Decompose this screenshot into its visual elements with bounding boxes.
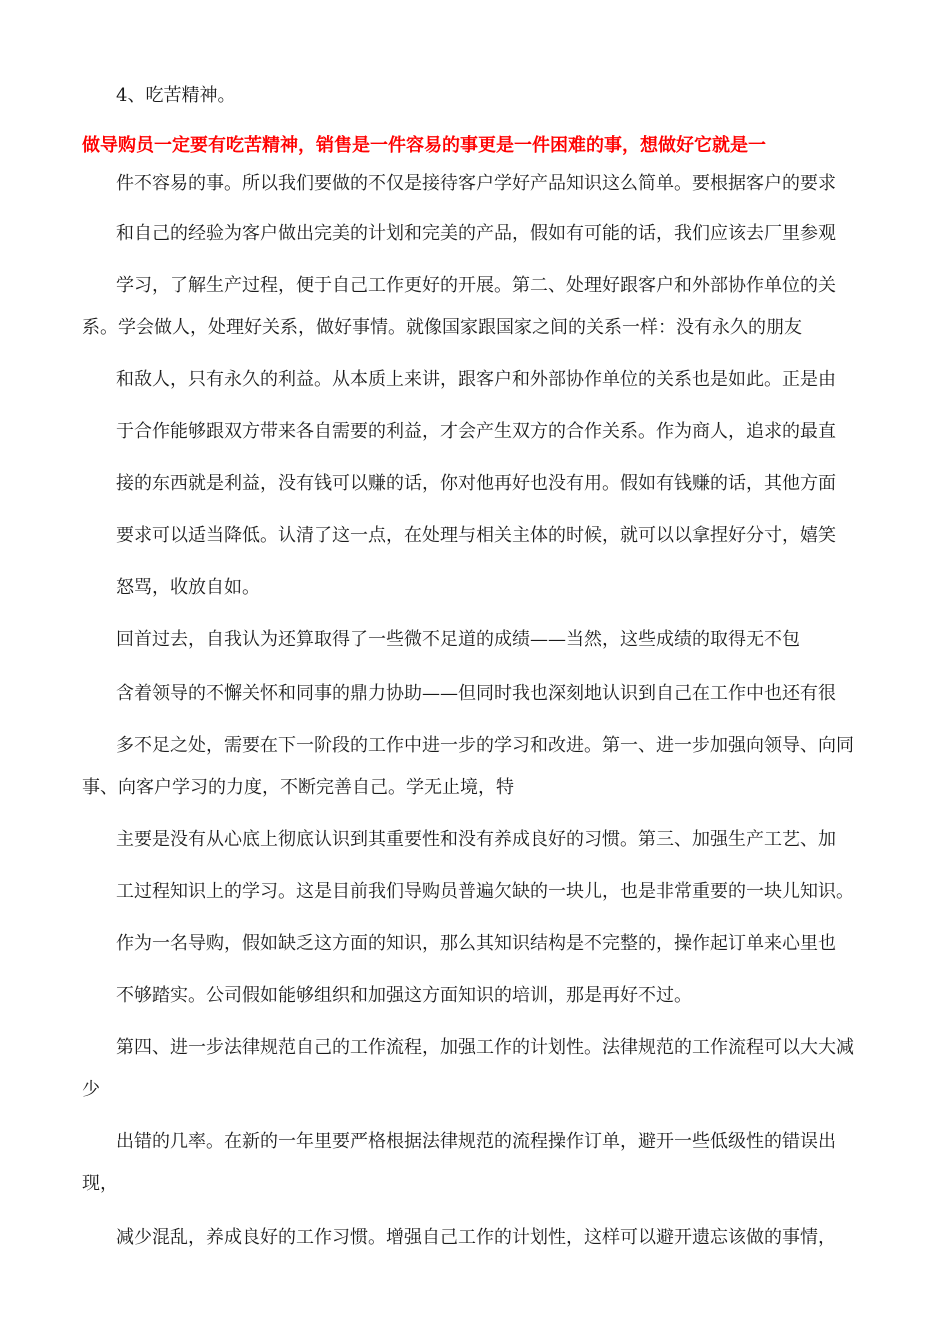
paragraph-line: 少 — [82, 1079, 100, 1100]
paragraph-line: 减少混乱，养成良好的工作习惯。增强自己工作的计划性，这样可以避开遗忘该做的事情， — [116, 1227, 836, 1248]
section-heading: 4、吃苦精神。 — [116, 85, 236, 106]
paragraph-line: 学习，了解生产过程，便于自己工作更好的开展。第二、处理好跟客户和外部协作单位的关 — [116, 275, 836, 296]
paragraph-line: 含着领导的不懈关怀和同事的鼎力协助——但同时我也深刻地认识到自己在工作中也还有很 — [116, 683, 836, 704]
paragraph-line: 事、向客户学习的力度，不断完善自己。学无止境，特 — [82, 777, 514, 798]
paragraph-line: 不够踏实。公司假如能够组织和加强这方面知识的培训，那是再好不过。 — [116, 985, 692, 1006]
paragraph-line: 现， — [82, 1173, 118, 1194]
paragraph-line: 要求可以适当降低。认清了这一点，在处理与相关主体的时候，就可以以拿捏好分寸，嬉笑 — [116, 525, 836, 546]
paragraph-line: 和自己的经验为客户做出完美的计划和完美的产品，假如有可能的话，我们应该去厂里参观 — [116, 223, 836, 244]
paragraph-line: 件不容易的事。所以我们要做的不仅是接待客户学好产品知识这么简单。要根据客户的要求 — [116, 173, 836, 194]
paragraph-line: 第四、进一步法律规范自己的工作流程，加强工作的计划性。法律规范的工作流程可以大大减 — [116, 1037, 854, 1058]
paragraph-line: 于合作能够跟双方带来各自需要的利益，才会产生双方的合作关系。作为商人，追求的最直 — [116, 421, 836, 442]
paragraph-line: 系。学会做人，处理好关系，做好事情。就像国家跟国家之间的关系一样：没有永久的朋友 — [82, 317, 802, 338]
paragraph-line: 作为一名导购，假如缺乏这方面的知识，那么其知识结构是不完整的，操作起订单来心里也 — [116, 933, 836, 954]
paragraph-line: 出错的几率。在新的一年里要严格根据法律规范的流程操作订单，避开一些低级性的错误出 — [116, 1131, 836, 1152]
paragraph-line: 接的东西就是利益，没有钱可以赚的话，你对他再好也没有用。假如有钱赚的话，其他方面 — [116, 473, 836, 494]
paragraph-line: 工过程知识上的学习。这是目前我们导购员普遍欠缺的一块儿，也是非常重要的一块儿知识。 — [116, 881, 854, 902]
paragraph-line: 回首过去，自我认为还算取得了一些微不足道的成绩——当然，这些成绩的取得无不包 — [116, 629, 800, 650]
highlighted-paragraph-line: 做导购员一定要有吃苦精神，销售是一件容易的事更是一件困难的事，想做好它就是一 — [82, 135, 766, 156]
paragraph-line: 怒骂，收放自如。 — [116, 577, 260, 598]
paragraph-line: 和敌人，只有永久的利益。从本质上来讲，跟客户和外部协作单位的关系也是如此。正是由 — [116, 369, 836, 390]
paragraph-line: 多不足之处，需要在下一阶段的工作中进一步的学习和改进。第一、进一步加强向领导、向同 — [116, 735, 854, 756]
paragraph-line: 主要是没有从心底上彻底认识到其重要性和没有养成良好的习惯。第三、加强生产工艺、加 — [116, 829, 836, 850]
